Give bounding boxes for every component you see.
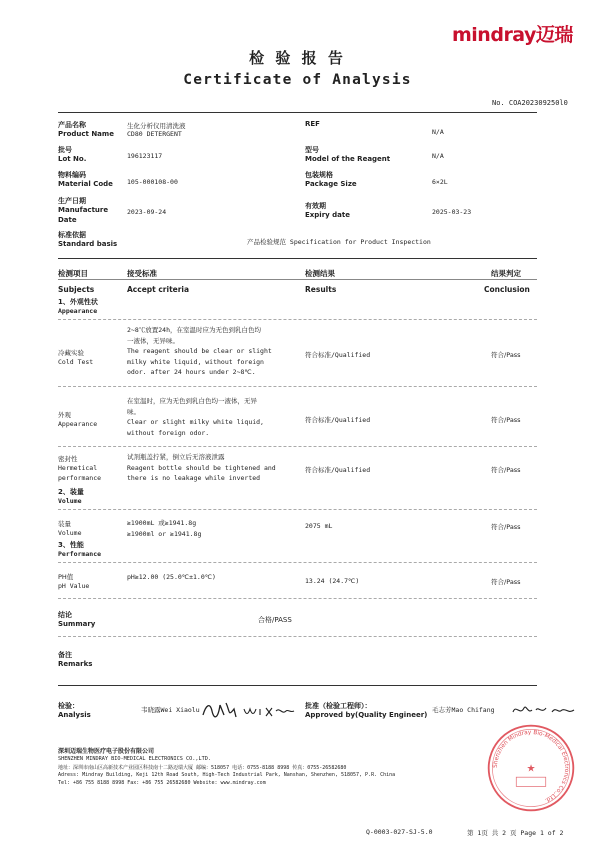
company-seal — [485, 722, 577, 814]
ph-cn: PH值 — [58, 573, 74, 581]
analyst-name: 韦晓露Wei Xiaolu — [141, 706, 200, 714]
cold-test-en: Cold Test — [58, 358, 94, 366]
col-header-conclusion-cn: 结果判定 — [491, 269, 521, 278]
standard-label-en: Standard basis — [58, 240, 118, 248]
material-label-en: Material Code — [58, 180, 113, 188]
standard-label-cn: 标准依据 — [58, 231, 86, 239]
mfg-label-en2: Date — [58, 216, 77, 224]
model-label-cn: 型号 — [305, 146, 319, 154]
svg-text:Shenzhen Mindray Bio-Medical E: Shenzhen Mindray Bio-Medical Electronics Co.,Ltd. — [492, 729, 570, 803]
divider — [58, 446, 537, 447]
ref-label: REF — [305, 120, 320, 128]
col-header-conclusion-en: Conclusion — [484, 285, 530, 294]
product-name-label-en: Product Name — [58, 130, 114, 138]
col-header-criteria-en: Accept criteria — [127, 285, 190, 294]
divider — [58, 685, 537, 686]
cold-test-result: 符合标准/Qualified — [305, 351, 371, 359]
analysis-label-en: Analysis — [58, 711, 91, 719]
analyst-signature — [200, 697, 300, 723]
material-label-cn: 物料编码 — [58, 171, 86, 179]
remarks-label-en: Remarks — [58, 660, 93, 668]
approved-label-cn: 批准（检验工程师）： — [305, 702, 372, 710]
approver-signature — [510, 698, 580, 720]
package-label-cn: 包装规格 — [305, 171, 333, 179]
company-name-en: SHENZHEN MINDRAY BIO-MEDICAL ELECTRONICS CO.,LTD. — [58, 756, 212, 762]
product-name-value-cn: 生化分析仪用清洗液 — [127, 122, 186, 130]
mfg-label-cn: 生产日期 — [58, 197, 86, 205]
analysis-label-cn: 检验： — [58, 702, 79, 710]
mindray-logo: mindray迈瑞 — [452, 24, 573, 46]
section-volume-cn: 2、装量 — [58, 488, 84, 496]
cold-test-cn: 冷藏实验 — [58, 349, 84, 357]
hermetical-result: 符合标准/Qualified — [305, 466, 371, 474]
appearance-conclusion: 符合/Pass — [491, 416, 521, 424]
mfg-value: 2023-09-24 — [127, 208, 167, 216]
divider — [58, 598, 537, 599]
lot-value: 196123117 — [127, 152, 163, 160]
ref-value: N/A — [432, 128, 444, 136]
volume-criteria: ≥1900mL 或≥1941.8g ≥1900ml or ≥1941.8g — [127, 519, 202, 538]
company-contact: Tel: +86 755 8188 8998 Fax: +86 755 26582680 Website: www.mindray.com — [58, 780, 266, 786]
doc-number: No. COA202309250l0 — [492, 99, 568, 107]
section-volume-en: Volume — [58, 497, 82, 505]
divider — [58, 112, 537, 113]
divider — [58, 636, 537, 637]
cold-test-conclusion: 符合/Pass — [491, 351, 521, 359]
expiry-value: 2025-03-23 — [432, 208, 472, 216]
hermetical-criteria: 试剂瓶盖拧紧，倒立后无溶液泄露 Reagent bottle should be tightened and there is no leakage while inverted — [127, 453, 276, 482]
package-label-en: Package Size — [305, 180, 357, 188]
company-address-cn: 地址：深圳市南山区高新技术产业园区科技南十二路迈瑞大厦 邮编：518057 电话：0755-8188 8998 传真：0755-26582680 — [58, 765, 347, 771]
hermetical-en2: performance — [58, 474, 102, 482]
col-header-results-cn: 检测结果 — [305, 269, 335, 278]
package-value: 6×2L — [432, 178, 448, 186]
divider — [58, 386, 537, 387]
svg-text:★: ★ — [526, 763, 536, 775]
volume-conclusion: 符合/Pass — [491, 523, 521, 531]
expiry-label-cn: 有效期 — [305, 202, 326, 210]
title-cn: 检 验 报 告 — [249, 49, 346, 67]
model-value: N/A — [432, 152, 444, 160]
divider — [58, 562, 537, 563]
standard-value: 产品检验规范 Specification for Product Inspection — [247, 238, 431, 246]
col-header-results-en: Results — [305, 285, 337, 294]
summary-label-en: Summary — [58, 620, 96, 628]
appearance-en: Appearance — [58, 420, 98, 428]
appearance-result: 符合标准/Qualified — [305, 416, 371, 424]
volume-cn: 装量 — [58, 520, 71, 528]
page-number: 第 1页 共 2 页 Page 1 of 2 — [467, 829, 564, 837]
company-name-cn: 深圳迈瑞生物医疗电子股份有限公司 — [58, 748, 155, 755]
ph-en: pH Value — [58, 582, 90, 590]
col-header-criteria-cn: 接受标准 — [127, 269, 157, 278]
volume-en: Volume — [58, 529, 82, 537]
title-en: Certificate of Analysis — [183, 72, 412, 88]
hermetical-conclusion: 符合/Pass — [491, 466, 521, 474]
cold-test-criteria: 2~8℃放置24h，在室温时应为无色到乳白色均 一液体，无异味。 The reagent should be clear or slight milky white liquid, without foreign odor. after 24 hours under 2~8℃. — [127, 326, 272, 376]
section-appearance-cn: 1、外观性状 — [58, 298, 98, 306]
model-label-en: Model of the Reagent — [305, 155, 391, 163]
product-name-value-en: CD80 DETERGENT — [127, 130, 182, 138]
section-performance-cn: 3、性能 — [58, 541, 84, 549]
doc-code: Q-0003-027-SJ-5.0 — [366, 828, 433, 836]
approved-label-en: Approved by(Quality Engineer) — [305, 711, 428, 719]
company-address-en: Adress: Mindray Building, Keji 12th Road South, High-Tech Industrial Park, Nanshan, Shenzhen, 518057, P.R. China — [58, 772, 396, 778]
hermetical-en: Hermetical — [58, 464, 98, 472]
summary-value: 合格/PASS — [258, 616, 292, 624]
lot-label-en: Lot No. — [58, 155, 87, 163]
material-value: 105-000108-00 — [127, 178, 178, 186]
ph-result: 13.24 (24.7℃) — [305, 577, 360, 585]
appearance-criteria: 在室温时，应为无色到乳白色均一液体，无异 味。 Clear or slight milky white liquid, without foreign odor. — [127, 397, 264, 437]
expiry-label-en: Expiry date — [305, 211, 350, 219]
product-name-label-cn: 产品名称 — [58, 121, 86, 129]
mfg-label-en: Manufacture — [58, 206, 109, 214]
remarks-label-cn: 备注 — [58, 651, 72, 659]
section-performance-en: Performance — [58, 550, 102, 558]
ph-criteria: pH≥12.00 (25.0℃±1.0℃) — [127, 573, 216, 581]
ph-conclusion: 符合/Pass — [491, 578, 521, 586]
section-appearance-en: Appearance — [58, 307, 98, 315]
summary-label-cn: 结论 — [58, 611, 72, 619]
volume-result: 2075 mL — [305, 522, 333, 530]
appearance-cn: 外观 — [58, 411, 71, 419]
col-header-subjects-en: Subjects — [58, 285, 95, 294]
col-header-subjects-cn: 检测项目 — [58, 269, 88, 278]
approver-name: 毛志芳Mao Chifang — [432, 706, 495, 714]
lot-label-cn: 批号 — [58, 146, 72, 154]
divider — [58, 279, 537, 280]
divider — [58, 509, 537, 510]
divider — [58, 319, 537, 320]
divider — [58, 258, 537, 259]
hermetical-cn: 密封性 — [58, 455, 78, 463]
